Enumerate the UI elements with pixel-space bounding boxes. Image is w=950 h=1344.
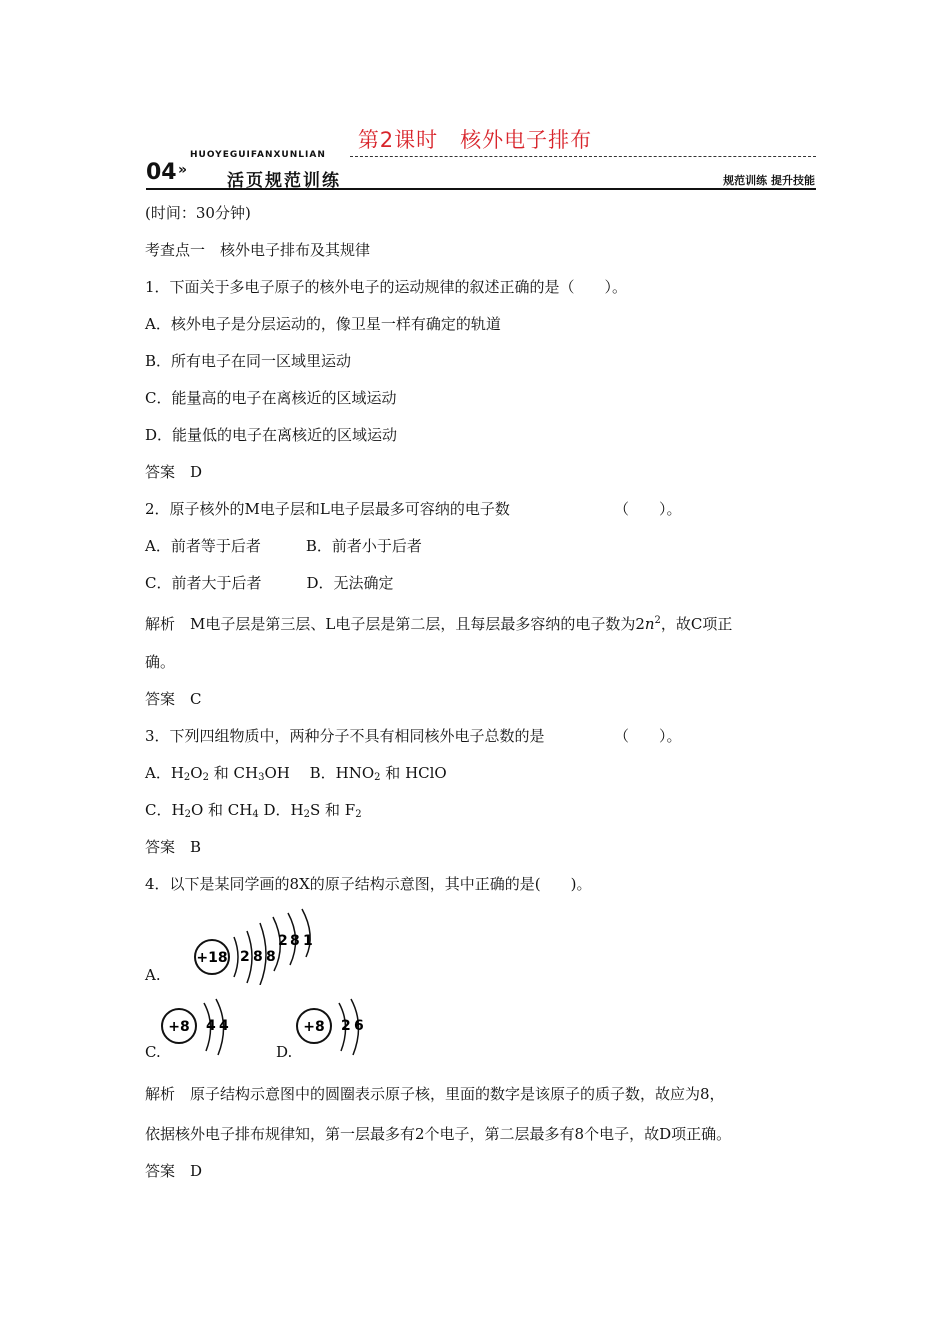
q1-answer: 答案 D <box>145 463 203 481</box>
q4-stem: 4．以下是某同学画的8X的原子结构示意图，其中正确的是( )。 <box>145 875 592 893</box>
q4-analysis-line2: 依据核外电子排布规律知，第一层最多有2个电子，第二层最多有8个电子，故D项正确。 <box>145 1125 732 1143</box>
q2-answer: 答案 C <box>145 690 202 708</box>
shell-electron-count: 8 <box>266 949 276 965</box>
q2-analysis-line2: 确。 <box>145 653 176 671</box>
page-title: 第2课时 核外电子排布 <box>357 128 593 152</box>
q2-answer-paren: （ ）。 <box>614 500 682 518</box>
atom-diagram-d <box>293 995 373 1057</box>
q1-option-a: A．核外电子是分层运动的，像卫星一样有确定的轨道 <box>145 315 501 333</box>
nucleus-label: +18 <box>196 950 228 966</box>
atom-diagram-c <box>158 995 238 1057</box>
q3-answer-paren: （ ）。 <box>614 727 682 745</box>
q1-option-d: D．能量低的电子在离核近的区域运动 <box>145 426 398 444</box>
q4-answer: 答案 D <box>145 1162 203 1180</box>
nucleus-label: +8 <box>168 1019 190 1035</box>
q3-answer: 答案 B <box>145 838 202 856</box>
section-tagline: 规范训练 提升技能 <box>723 174 815 187</box>
double-arrow-icon: » <box>178 162 188 178</box>
shell-electron-count: 8 <box>253 949 263 965</box>
shell-electron-count: 2 <box>341 1018 351 1034</box>
shell-electron-count: 1 <box>303 933 313 949</box>
q4-option-a-label: A. <box>145 966 161 984</box>
q2-options-cd: C．前者大于后者 D．无法确定 <box>145 574 394 592</box>
shell-electron-count: 4 <box>206 1018 216 1034</box>
atom-diagram-a <box>190 905 320 985</box>
shell-electron-count: 6 <box>354 1018 364 1034</box>
header-rule <box>146 188 816 190</box>
q4-option-c-label: C. <box>145 1043 161 1061</box>
topic-heading: 考查点一 核外电子排布及其规律 <box>145 241 371 259</box>
time-note: (时间：30分钟) <box>145 204 251 222</box>
q3-options-cd: C．$H_2O$ 和 $CH_4$ D．$H_2S$ 和 $F_2$ <box>145 801 362 820</box>
q2-stem: 2．原子核外的M电子层和L电子层最多可容纳的电子数 <box>145 500 510 518</box>
shell-electron-count: 8 <box>290 933 300 949</box>
nucleus-label: +8 <box>303 1019 325 1035</box>
q2-analysis-line1: 解析 M电子层是第三层、L电子层是第二层，且每层最多容纳的电子数为$2n^2$，故C项正 <box>145 615 733 633</box>
section-title: 活页规范训练 <box>227 171 341 191</box>
q3-options-ab: A．$H_2O_2$ 和 $CH_3OH$ B．$HNO_2$ 和 HClO <box>145 764 447 783</box>
section-badge-number: 04 <box>146 160 177 185</box>
q3-stem: 3．下列四组物质中，两种分子不具有相同核外电子总数的是 <box>145 727 545 745</box>
q2-options-ab: A．前者等于后者 B．前者小于后者 <box>145 537 422 555</box>
q1-option-c: C．能量高的电子在离核近的区域运动 <box>145 389 397 407</box>
q4-analysis-line1: 解析 原子结构示意图中的圆圈表示原子核，里面的数字是该原子的质子数，故应为8， <box>145 1085 725 1103</box>
header-dashed-divider <box>350 156 816 157</box>
shell-electron-count: 2 <box>240 949 250 965</box>
q4-option-d-label: D. <box>276 1043 293 1061</box>
section-pinyin: HUOYEGUIFANXUNLIAN <box>190 150 326 160</box>
shell-electron-count: 4 <box>219 1018 229 1034</box>
q1-option-b: B．所有电子在同一区域里运动 <box>145 352 352 370</box>
q1-stem: 1．下面关于多电子原子的核外电子的运动规律的叙述正确的是（ ）。 <box>145 278 628 296</box>
shell-electron-count: 2 <box>278 933 288 949</box>
